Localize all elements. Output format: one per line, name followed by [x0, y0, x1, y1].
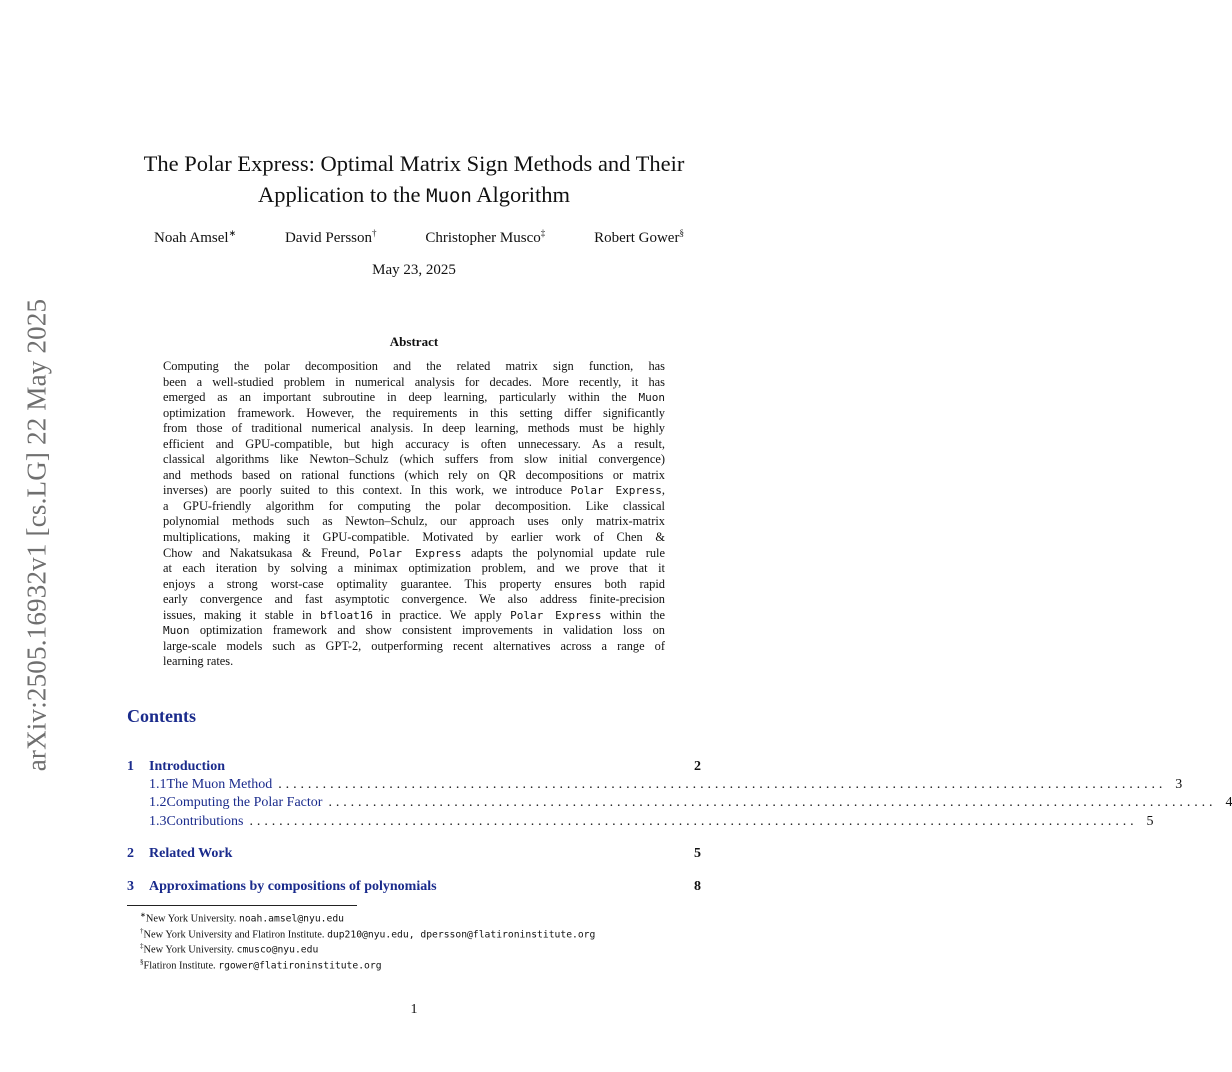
abstract-line: [163, 639, 665, 655]
abstract-line: [163, 546, 665, 562]
toc-section-entry[interactable]: [127, 759, 701, 777]
author-mark: †: [372, 228, 377, 238]
abstract-line: [163, 654, 665, 670]
toc-entry-number[interactable]: 1: [127, 759, 134, 774]
author-name: Christopher Musco: [425, 230, 541, 246]
toc-entry-number[interactable]: 1.2: [149, 795, 167, 810]
footnote: [140, 909, 344, 925]
toc-page-number: 2: [694, 759, 701, 774]
abstract-heading: Abstract: [389, 334, 439, 349]
abstract-text: in practice. We apply: [373, 607, 511, 622]
toc-leader-dots: ........................................................................................................................: [249, 814, 1138, 829]
author-name: Robert Gower: [594, 230, 680, 246]
author-mark: ∗: [228, 228, 237, 238]
toc-leader-dots: ........................................................................................................................: [328, 795, 1217, 810]
footnote-mark: ‡: [140, 942, 144, 950]
abstract-text: Computing the polar decomposition and the related matrix sign function, has: [163, 359, 665, 373]
abstract-text: efficient and GPU-compatible, but high accuracy is often unnecessary. As a result,: [163, 436, 665, 451]
toc-entry-number[interactable]: 2: [127, 846, 134, 861]
abstract-line: [163, 623, 665, 639]
paper-title: [100, 148, 728, 212]
abstract-text: emerged as an important subroutine in deep learning, particularly within the: [163, 390, 639, 405]
abstract-text: ,: [661, 483, 666, 498]
inline-code: bfloat16: [320, 608, 373, 622]
toc-page-number: 4: [1225, 795, 1232, 810]
toc-entry-number[interactable]: 1.3: [149, 814, 167, 829]
abstract-text: Chow and Nakatsukasa & Freund,: [163, 545, 369, 560]
abstract-line: [163, 483, 665, 499]
title-muon-code: Muon: [426, 185, 472, 207]
abstract-line: [163, 421, 665, 437]
abstract-text: been a well-studied problem in numerical analysis for decades. More recently, it has: [163, 374, 665, 389]
title-line-2-prefix: Application to the: [258, 182, 427, 207]
footnote-email[interactable]: cmusco@nyu.edu: [236, 944, 319, 956]
abstract-line: [163, 359, 665, 375]
toc-page-number: 3: [1175, 777, 1183, 792]
footnote: [140, 956, 382, 972]
publication-date: May 23, 2025: [372, 262, 456, 278]
abstract-text: enjoys a strong worst-case optimality guarantee. This property ensures both rapid: [163, 576, 665, 591]
toc-entry-link[interactable]: Introduction: [149, 759, 225, 774]
toc-entry-link[interactable]: Contributions: [166, 814, 244, 829]
toc-leader-dots: ........................................................................................................................: [278, 777, 1167, 792]
abstract-text: from those of traditional numerical analysis. In deep learning, methods must be highly: [163, 421, 665, 436]
toc-entry-link[interactable]: Computing the Polar Factor: [166, 795, 323, 810]
toc-section-entry[interactable]: [127, 879, 701, 897]
footnote-affiliation: Flatiron Institute.: [143, 960, 219, 972]
inline-code: Muon: [638, 391, 665, 405]
abstract-body: [163, 359, 665, 670]
footnote-mark: ∗: [140, 911, 146, 919]
abstract-text: at each iteration by solving a minimax optimization problem, and we prove that it: [163, 561, 665, 576]
title-line-2-suffix: Algorithm: [471, 182, 570, 207]
author: [285, 228, 377, 247]
author-mark: §: [679, 228, 684, 238]
abstract-line: [163, 406, 665, 422]
toc-entry-number[interactable]: 1.1: [149, 777, 167, 792]
author: [425, 228, 545, 247]
author-mark: ‡: [540, 228, 546, 238]
abstract-line: [163, 514, 665, 530]
footnote-email[interactable]: dup210@nyu.edu, dpersson@flatironinstitute.org: [327, 929, 596, 941]
abstract-text: polynomial methods such as Newton–Schulz, our approach uses only matrix-matrix: [163, 514, 665, 529]
footnote-affiliation: New York University.: [143, 944, 237, 956]
abstract-line: [163, 375, 665, 391]
abstract-text: optimization framework. However, the requirements in this setting differ significantly: [163, 405, 665, 420]
author-list: [154, 228, 684, 247]
toc-subsection-entry[interactable]: [127, 795, 1232, 813]
inline-code: Polar Express: [570, 484, 662, 498]
abstract-text: inverses) are poorly suited to this context. In this work, we introduce: [163, 483, 571, 498]
footnote-divider: [127, 905, 357, 906]
abstract-line: [163, 608, 665, 624]
author: [594, 228, 684, 247]
toc-page-number: 5: [1146, 814, 1154, 829]
abstract-text: multiplications, making it GPU-compatible. Motivated by earlier work of Chen &: [163, 530, 665, 545]
toc-section-entry[interactable]: [127, 846, 701, 864]
abstract-line: [163, 390, 665, 406]
footnote-mark: †: [140, 927, 144, 935]
author-name: David Persson: [284, 230, 373, 246]
abstract-line: [163, 468, 665, 484]
inline-code: Muon: [163, 624, 190, 638]
abstract-line: [163, 561, 665, 577]
footnote: [140, 925, 595, 941]
abstract-text: large-scale models such as GPT-2, outperforming recent alternatives across a range of: [163, 638, 665, 653]
abstract-text: and methods based on rational functions (which rely on QR decompositions or matrix: [163, 467, 665, 482]
footnote-email[interactable]: noah.amsel@nyu.edu: [239, 913, 344, 925]
inline-code: Polar Express: [368, 546, 462, 560]
footnote-affiliation: New York University and Flatiron Institute.: [143, 929, 328, 941]
abstract-line: [163, 577, 665, 593]
toc-entry-number[interactable]: 3: [127, 879, 134, 894]
title-line-1: The Polar Express: Optimal Matrix Sign Methods and Their: [143, 151, 685, 176]
abstract-text: learning rates.: [163, 654, 234, 669]
abstract-line: [163, 530, 665, 546]
inline-code: Polar Express: [510, 608, 602, 622]
footnote-affiliation: New York University.: [145, 913, 240, 925]
toc-subsection-entry[interactable]: [127, 777, 1183, 795]
contents-heading: Contents: [127, 706, 197, 726]
footnote-mark: §: [140, 958, 144, 966]
toc-page-number: 5: [694, 846, 701, 861]
abstract-line: [163, 437, 665, 453]
toc-entry-link[interactable]: Related Work: [149, 846, 233, 861]
toc-page-number: 8: [694, 879, 701, 894]
author-name: Noah Amsel: [154, 230, 229, 246]
footnote: [140, 940, 318, 956]
abstract-text: classical algorithms like Newton–Schulz (which suffers from slow initial convergence): [163, 452, 665, 467]
abstract-text: issues, making it stable in: [163, 607, 321, 622]
abstract-line: [163, 499, 665, 515]
arxiv-identifier-stamp: arXiv:2505.16932v1 [cs.LG] 22 May 2025: [21, 298, 52, 772]
abstract-line: [163, 592, 665, 608]
abstract-text: early convergence and fast asymptotic convergence. We also address finite-precision: [163, 592, 665, 607]
abstract-line: [163, 452, 665, 468]
author: [154, 228, 236, 247]
toc-entry-link[interactable]: Approximations by compositions of polynomials: [149, 879, 437, 894]
abstract-text: within the: [601, 607, 666, 622]
abstract-text: a GPU-friendly algorithm for computing the polar decomposition. Like classical: [163, 498, 665, 513]
footnote-email[interactable]: rgower@flatironinstitute.org: [218, 960, 382, 972]
toc-entry-link[interactable]: The Muon Method: [166, 777, 273, 792]
page-number: 1: [410, 1002, 418, 1017]
abstract-text: optimization framework and show consistent improvements in validation loss on: [189, 623, 665, 638]
abstract-text: adapts the polynomial update rule: [461, 545, 665, 560]
toc-subsection-entry[interactable]: [127, 814, 1154, 832]
